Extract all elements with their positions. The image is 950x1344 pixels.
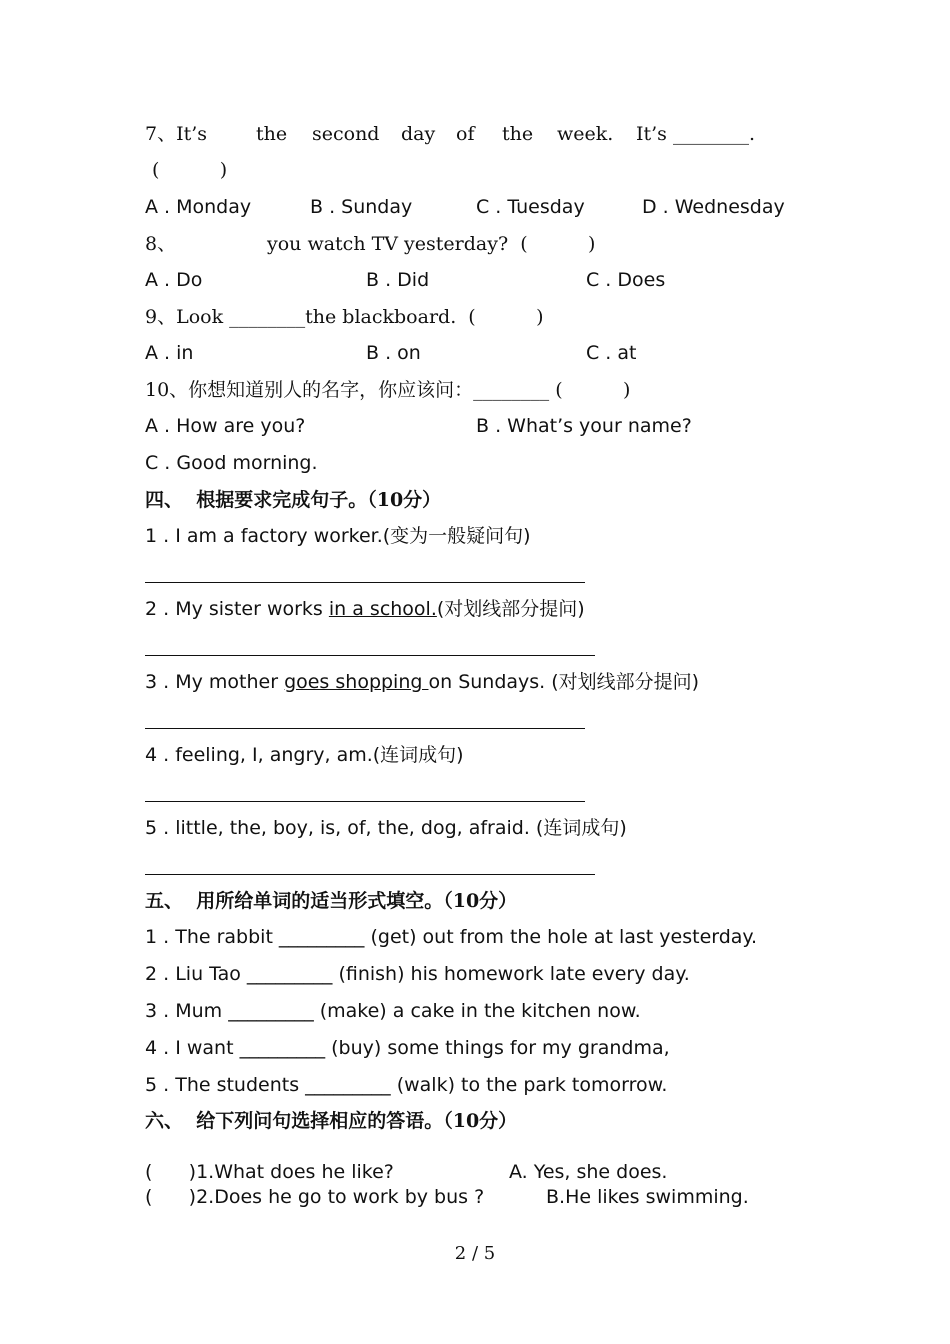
s4-item-1 (145, 524, 531, 548)
s4-item-2-instruction: (对划线部分提问) (436, 598, 585, 620)
q7-answer-paren: ( ) (152, 159, 228, 181)
s4-item-4-text: 4 . feeling, I, angry, am.(连词成句) (145, 744, 464, 766)
s4-item-1-text: 1 . I am a factory worker.(变为一般疑问句) (145, 525, 531, 547)
s5-item-2: 2 . Liu Tao _________ (finish) his homework late every day. (145, 963, 690, 985)
q8-option-c: C . Does (586, 269, 666, 291)
s5-item-3: 3 . Mum _________ (make) a cake in the kitchen now. (145, 1000, 641, 1022)
section4-title: 四、 根据要求完成句子。（10分） (145, 489, 442, 511)
q7-word-7: week. (557, 123, 614, 145)
q7-word-6: the (502, 123, 534, 145)
s6-question-1: ( )1.What does he like? (145, 1161, 394, 1183)
q7-option-b: B . Sunday (310, 196, 413, 218)
q8-option-a: A . Do (145, 269, 203, 291)
q8-option-b: B . Did (366, 269, 430, 291)
s4-item-2 (145, 597, 585, 621)
q7-option-a: A . Monday (145, 196, 252, 218)
s5-item-1: 1 . The rabbit _________ (get) out from the hole at last yesterday. (145, 926, 758, 948)
q7-word-5: of (456, 123, 475, 145)
q10-option-c: C . Good morning. (145, 452, 318, 474)
q10-option-a: A . How are you? (145, 415, 306, 437)
s4-item-3-underlined: goes shopping (284, 671, 429, 693)
q10-text: 10、你想知道别人的名字，你应该问：________ ( ) (145, 379, 631, 401)
s5-item-5: 5 . The students _________ (walk) to the park tomorrow. (145, 1074, 668, 1096)
s4-item-3 (145, 670, 699, 694)
s4-item-3-text: 3 . My mother (145, 671, 285, 693)
page-number: 2 / 5 (454, 1243, 496, 1264)
q9-option-b: B . on (366, 342, 421, 364)
q7-word-2: the (256, 123, 288, 145)
s4-item-5-text: 5 . little, the, boy, is, of, the, dog, afraid. (连词成句) (145, 817, 627, 839)
q8-text: you watch TV yesterday? ( ) (267, 233, 596, 255)
s4-answer-line-5[interactable] (145, 874, 595, 875)
s4-answer-line-3[interactable] (145, 728, 585, 729)
q7-word-1: 7、It’s (145, 123, 208, 145)
s6-answer-a: A. Yes, she does. (509, 1161, 668, 1183)
q9-text: 9、Look ________the blackboard. ( ) (145, 306, 544, 328)
q9-option-c: C . at (586, 342, 637, 364)
q10-option-b: B . What’s your name? (476, 415, 692, 437)
section6-title: 六、 给下列问句选择相应的答语。（10分） (145, 1110, 518, 1132)
s4-item-2-text: 2 . My sister works (145, 598, 329, 620)
s4-answer-line-1[interactable] (145, 582, 585, 583)
s6-question-2: ( )2.Does he go to work by bus ? (145, 1186, 485, 1208)
q8-number: 8、 (145, 233, 177, 255)
s4-answer-line-2[interactable] (145, 655, 595, 656)
s4-answer-line-4[interactable] (145, 801, 585, 802)
q7-option-c: C . Tuesday (476, 196, 585, 218)
q7-word-8: It’s ________. (636, 123, 756, 145)
s4-item-2-underlined: in a school. (328, 598, 437, 620)
s4-item-3-instruction: on Sundays. (对划线部分提问) (428, 671, 700, 693)
q7-option-d: D . Wednesday (642, 196, 785, 218)
q9-option-a: A . in (145, 342, 194, 364)
s5-item-4: 4 . I want _________ (buy) some things for my grandma, (145, 1037, 670, 1059)
q7-word-3: second (312, 123, 380, 145)
s4-item-4 (145, 743, 464, 767)
s6-answer-b: B.He likes swimming. (546, 1186, 749, 1208)
section5-title: 五、 用所给单词的适当形式填空。（10分） (145, 890, 518, 912)
q7-word-4: day (401, 123, 436, 145)
s4-item-5 (145, 816, 627, 840)
